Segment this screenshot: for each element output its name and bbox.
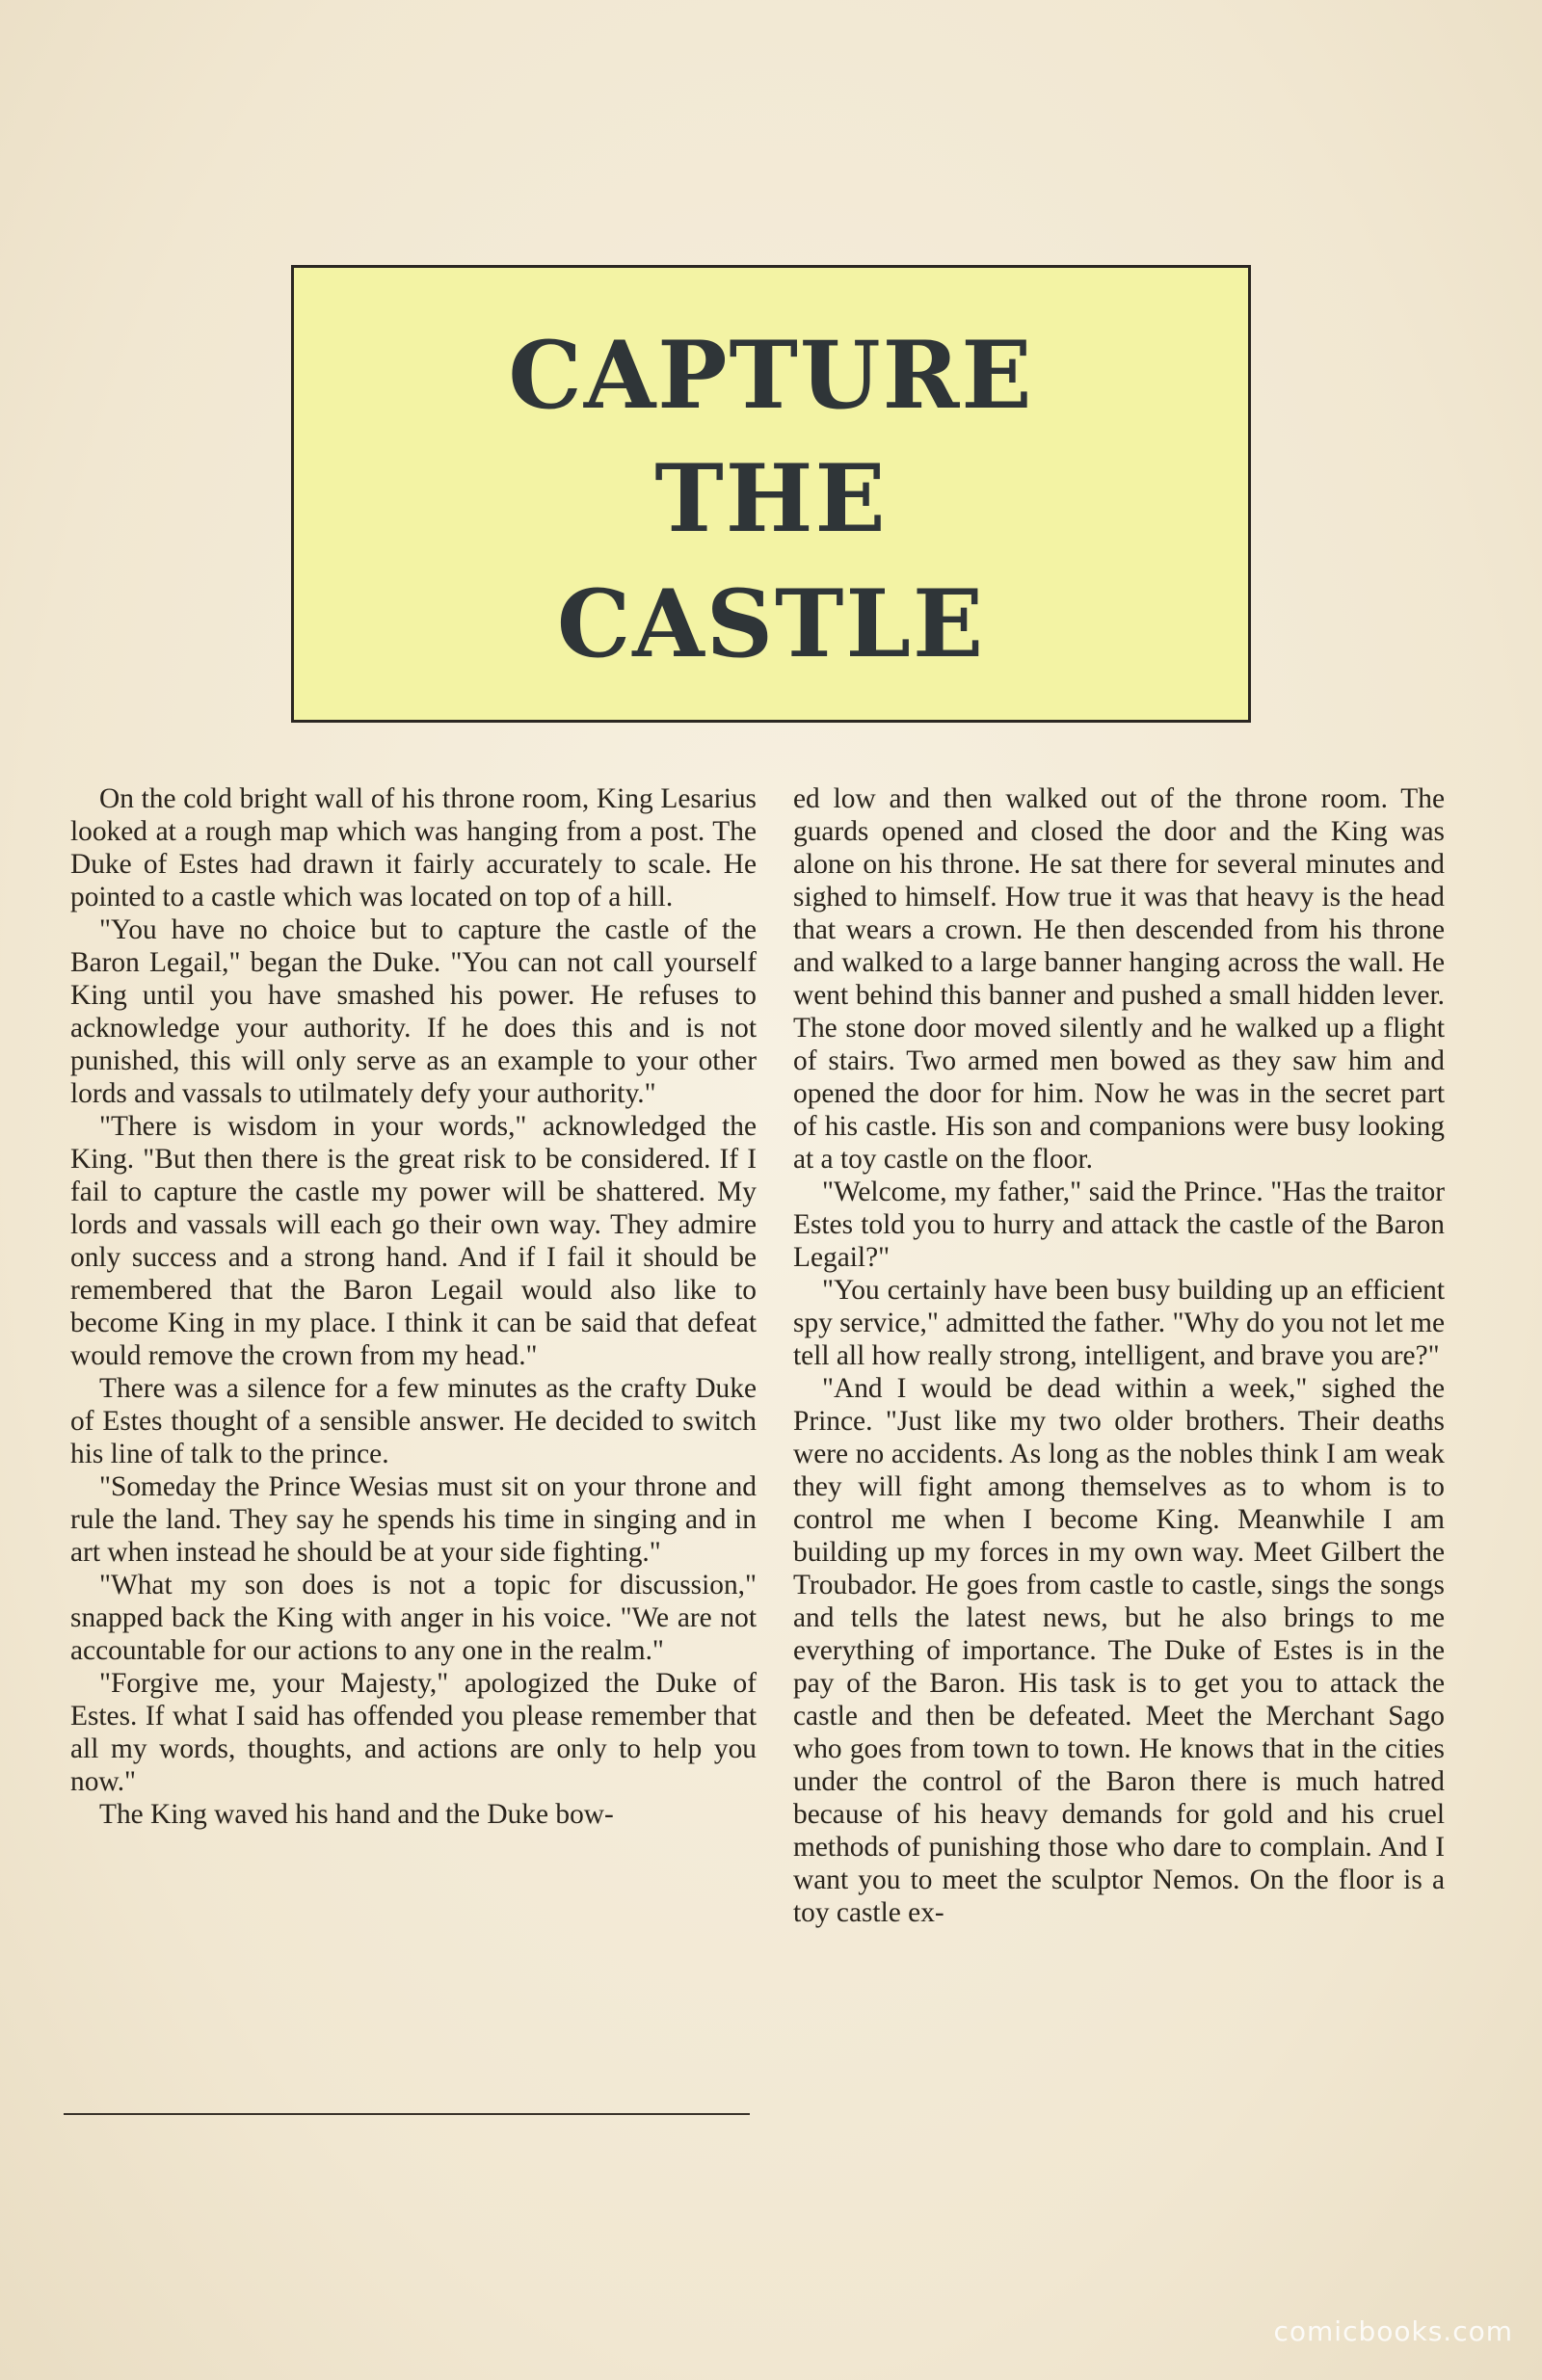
watermark: comicbooks.com	[1273, 2315, 1513, 2347]
paragraph: "And I would be dead within a week," sighed the Prince. "Just like my two older brothers. Their deaths were no accidents. As long as the nobles think I am weak they will fight among themselves as to whom is to control me when I become King. Meanwhile I am building up my forces in my own way. Meet Gilbert the Troubador. He goes from castle to castle, sings the songs and tells the latest news, but he also brings to me everything of importance. The Duke of Estes is in the pay of the Baron. His task is to get you to attack the castle and then be defeated. Meet the Merchant Sago who goes from town to town. He knows that in the cities under the control of the Baron there is much hatred because of his heavy demands for gold and his cruel methods of punishing those who dare to complain. And I want you to meet the sculptor Nemos. On the floor is a toy castle ex-	[793, 1373, 1445, 1928]
paragraph: "Forgive me, your Majesty," apologized the Duke of Estes. If what I said has offended you please remember that all my words, thoughts, and actions are only to help you now."	[70, 1668, 757, 1797]
paragraph: "You certainly have been busy building up an efficient spy service," admitted the father. "Why do you not let me tell all how really strong, intelligent, and brave you are?"	[793, 1275, 1445, 1371]
paragraph: There was a silence for a few minutes as the crafty Duke of Estes thought of a sensible answer. He decided to switch his line of talk to the prince.	[70, 1373, 757, 1469]
paragraph: "Welcome, my father," said the Prince. "Has the traitor Estes told you to hurry and attack the castle of the Baron Legail?"	[793, 1177, 1445, 1273]
paragraph: "You have no choice but to capture the castle of the Baron Legail," began the Duke. "You can not call yourself King until you have smashed his power. He refuses to acknowledge your authority. If he does this and is not punished, this will only serve as an example to your other lords and vassals to utilmately defy your authority."	[70, 914, 757, 1109]
column-bottom-rule	[64, 2113, 750, 2115]
paragraph: "What my son does is not a topic for discussion," snapped back the King with anger in his voice. "We are not accountable for our actions to any one in the realm."	[70, 1570, 757, 1666]
story-column-left	[70, 782, 757, 2122]
title-line-1: CAPTURE	[508, 321, 1034, 430]
paragraph: ed low and then walked out of the throne room. The guards opened and closed the door and the King was alone on his throne. He sat there for several minutes and sighed to himself. How true it was that heavy is the head that wears a crown. He then descended from his throne and walked to a large banner hanging across the wall. He went behind this banner and pushed a small hidden lever. The stone door moved silently and he walked up a flight of stairs. Two armed men bowed as they saw him and opened the door for him. Now he was in the secret part of his castle. His son and companions were busy looking at a toy castle on the floor.	[793, 783, 1445, 1175]
paragraph: "Someday the Prince Wesias must sit on your throne and rule the land. They say he spends his time in singing and in art when instead he should be at your side fighting."	[70, 1471, 757, 1568]
title-box	[291, 265, 1251, 723]
paragraph: "There is wisdom in your words," acknowledged the King. "But then there is the great risk to be considered. If I fail to capture the castle my power will be shattered. My lords and vassals will each go their own way. They admire only success and a strong hand. And if I fail it should be remembered that the Baron Legail would also like to become King in my place. I think it can be said that defeat would remove the crown from my head."	[70, 1111, 757, 1371]
paragraph: The King waved his hand and the Duke bow-	[99, 1799, 614, 1830]
title-line-2: THE	[654, 444, 888, 553]
paragraph: On the cold bright wall of his throne room, King Lesarius looked at a rough map which was hanging from a post. The Duke of Estes had drawn it fairly accurately to scale. He pointed to a castle which was located on top of a hill.	[70, 783, 757, 912]
title-line-3: CASTLE	[556, 569, 986, 678]
story-column-right	[793, 782, 1445, 2122]
